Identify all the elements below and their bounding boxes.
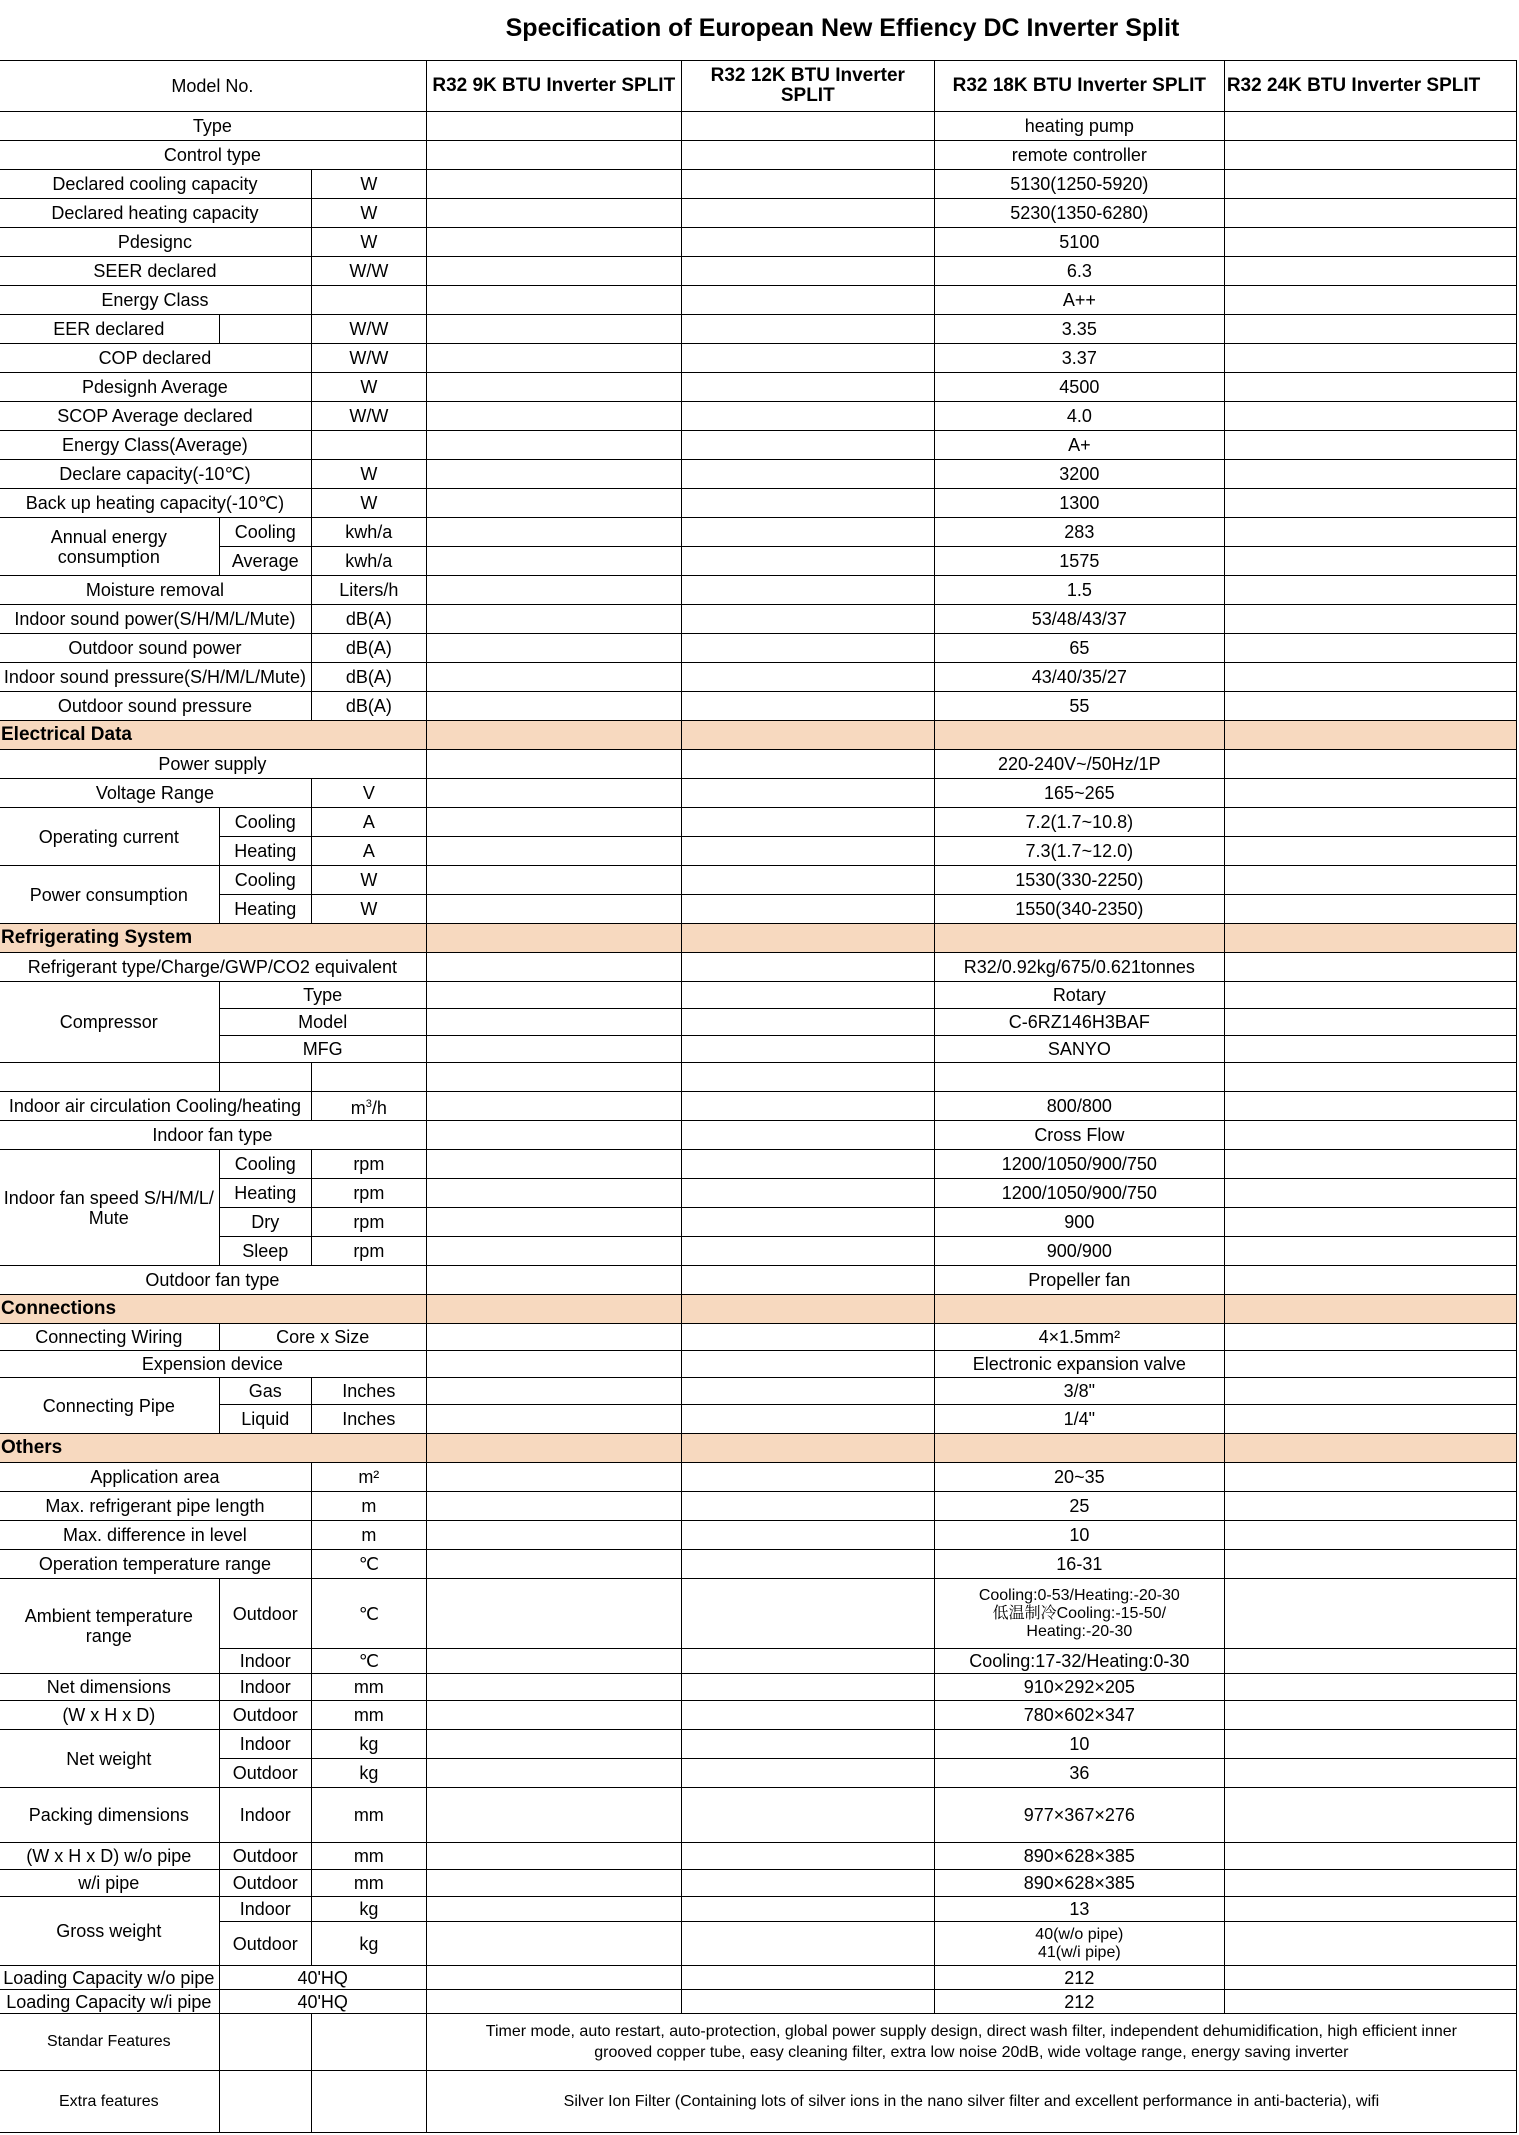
row-label: Loading Capacity w/i pipe bbox=[0, 1990, 219, 2014]
row-sublabel: Dry bbox=[219, 1208, 311, 1237]
table-row bbox=[0, 1579, 1517, 1649]
row-unit: kg bbox=[311, 1730, 426, 1759]
section-row bbox=[0, 1434, 1517, 1463]
row-unit: W bbox=[311, 895, 426, 924]
row-value: 53/48/43/37 bbox=[934, 605, 1224, 634]
row-unit: mm bbox=[311, 1701, 426, 1730]
row-value: 283 bbox=[934, 518, 1224, 547]
row-label: Operating current bbox=[0, 808, 219, 866]
row-unit: Liters/h bbox=[311, 576, 426, 605]
table-row bbox=[0, 895, 1517, 924]
row-sublabel: Outdoor bbox=[219, 1922, 311, 1966]
row-sublabel: Cooling bbox=[219, 1150, 311, 1179]
row-label: Standar Features bbox=[0, 2014, 219, 2071]
row-value: 890×628×385 bbox=[934, 1843, 1224, 1870]
row-value: 977×367×276 bbox=[934, 1788, 1224, 1843]
row-label: Loading Capacity w/o pipe bbox=[0, 1966, 219, 1990]
row-label: Ambient temperature range bbox=[0, 1579, 219, 1674]
row-sublabel: Heating bbox=[219, 1179, 311, 1208]
row-unit: mm bbox=[311, 1870, 426, 1897]
row-label: Annual energy consumption bbox=[0, 518, 219, 576]
row-value: 10 bbox=[934, 1730, 1224, 1759]
row-value: 6.3 bbox=[934, 257, 1224, 286]
row-unit: 40'HQ bbox=[219, 1966, 426, 1990]
row-sublabel: Sleep bbox=[219, 1237, 311, 1266]
table-row bbox=[0, 750, 1517, 779]
row-label: Max. difference in level bbox=[0, 1521, 311, 1550]
table-row bbox=[0, 1179, 1517, 1208]
page-title: Specification of European New Effiency DC Inverter Split bbox=[505, 14, 1180, 42]
row-label: Packing dimensions bbox=[0, 1788, 219, 1843]
row-value: 16-31 bbox=[934, 1550, 1224, 1579]
row-sublabel: Heating bbox=[219, 895, 311, 924]
row-unit: kg bbox=[311, 1897, 426, 1922]
row-value: Electronic expansion valve bbox=[934, 1351, 1224, 1378]
table-row bbox=[0, 170, 1517, 199]
row-unit: m² bbox=[311, 1463, 426, 1492]
section-title: Connections bbox=[0, 1295, 426, 1324]
row-value: 1/4" bbox=[934, 1405, 1224, 1434]
table-row bbox=[0, 1701, 1517, 1730]
row-unit: rpm bbox=[311, 1208, 426, 1237]
row-value: 1550(340-2350) bbox=[934, 895, 1224, 924]
row-sublabel: Indoor bbox=[219, 1674, 311, 1701]
table-row bbox=[0, 1922, 1517, 1966]
row-value: 3/8" bbox=[934, 1378, 1224, 1405]
row-label: Net weight bbox=[0, 1730, 219, 1788]
table-row bbox=[0, 373, 1517, 402]
row-value: 25 bbox=[934, 1492, 1224, 1521]
row-label: Max. refrigerant pipe length bbox=[0, 1492, 311, 1521]
row-sublabel: Cooling bbox=[219, 518, 311, 547]
row-label: Outdoor fan type bbox=[0, 1266, 426, 1295]
row-value: 13 bbox=[934, 1897, 1224, 1922]
row-value: 7.2(1.7~10.8) bbox=[934, 808, 1224, 837]
table-row bbox=[0, 1150, 1517, 1179]
row-value: 3.37 bbox=[934, 344, 1224, 373]
row-value: 55 bbox=[934, 692, 1224, 721]
row-value: 800/800 bbox=[934, 1092, 1224, 1121]
row-label: Indoor sound power(S/H/M/L/Mute) bbox=[0, 605, 311, 634]
section-title: Others bbox=[0, 1434, 426, 1463]
table-row bbox=[0, 1463, 1517, 1492]
table-row bbox=[0, 1121, 1517, 1150]
row-unit: mm bbox=[311, 1674, 426, 1701]
row-value: 65 bbox=[934, 634, 1224, 663]
row-sublabel: Indoor bbox=[219, 1730, 311, 1759]
table-row bbox=[0, 1405, 1517, 1434]
row-label: COP declared bbox=[0, 344, 311, 373]
table-row bbox=[0, 866, 1517, 895]
model-12k: R32 12K BTU Inverter SPLIT bbox=[681, 61, 934, 112]
row-label: Indoor sound pressure(S/H/M/L/Mute) bbox=[0, 663, 311, 692]
row-value: 43/40/35/27 bbox=[934, 663, 1224, 692]
row-value: 900 bbox=[934, 1208, 1224, 1237]
table-row bbox=[0, 1759, 1517, 1788]
table-row bbox=[0, 1237, 1517, 1266]
row-sublabel: Indoor bbox=[219, 1897, 311, 1922]
table-row bbox=[0, 837, 1517, 866]
row-unit: dB(A) bbox=[311, 692, 426, 721]
row-unit: kg bbox=[311, 1922, 426, 1966]
row-label: Indoor fan type bbox=[0, 1121, 426, 1150]
table-row bbox=[0, 141, 1517, 170]
table-row bbox=[0, 344, 1517, 373]
table-row bbox=[0, 2071, 1517, 2133]
row-unit: mm bbox=[311, 1843, 426, 1870]
row-label: Moisture removal bbox=[0, 576, 311, 605]
row-label: SCOP Average declared bbox=[0, 402, 311, 431]
row-label: Extra features bbox=[0, 2071, 219, 2133]
row-label: Indoor fan speed S/H/M/L/ Mute bbox=[0, 1150, 219, 1266]
table-row bbox=[0, 1036, 1517, 1063]
row-label: Net dimensions bbox=[0, 1674, 219, 1701]
row-value: 3.35 bbox=[934, 315, 1224, 344]
row-sublabel: Cooling bbox=[219, 866, 311, 895]
row-unit: mm bbox=[311, 1788, 426, 1843]
row-value: 10 bbox=[934, 1521, 1224, 1550]
table-row bbox=[0, 663, 1517, 692]
row-value: 212 bbox=[934, 1990, 1224, 2014]
row-value: 4×1.5mm² bbox=[934, 1324, 1224, 1351]
blank-row bbox=[0, 1063, 1517, 1092]
row-value: Rotary bbox=[934, 982, 1224, 1009]
table-row bbox=[0, 199, 1517, 228]
row-unit: W bbox=[311, 199, 426, 228]
row-unit: m bbox=[311, 1492, 426, 1521]
row-value: 7.3(1.7~12.0) bbox=[934, 837, 1224, 866]
row-unit: 40'HQ bbox=[219, 1990, 426, 2014]
row-value: 40(w/o pipe) 41(w/i pipe) bbox=[934, 1922, 1224, 1966]
row-label: Gross weight bbox=[0, 1897, 219, 1966]
row-unit: Inches bbox=[311, 1405, 426, 1434]
row-value: 3200 bbox=[934, 460, 1224, 489]
row-label: Refrigerant type/Charge/GWP/CO2 equivalent bbox=[0, 953, 426, 982]
table-row bbox=[0, 808, 1517, 837]
table-row bbox=[0, 1730, 1517, 1759]
table-row bbox=[0, 1208, 1517, 1237]
table-row bbox=[0, 576, 1517, 605]
row-value: 4500 bbox=[934, 373, 1224, 402]
row-unit: kg bbox=[311, 1759, 426, 1788]
table-row bbox=[0, 1351, 1517, 1378]
row-sublabel: Liquid bbox=[219, 1405, 311, 1434]
row-label: Expension device bbox=[0, 1351, 426, 1378]
row-value: remote controller bbox=[934, 141, 1224, 170]
features-text: Silver Ion Filter (Containing lots of silver ions in the nano silver filter and excellent performance in anti-bacteria), wifi bbox=[426, 2071, 1516, 2133]
row-unit: dB(A) bbox=[311, 663, 426, 692]
row-value: SANYO bbox=[934, 1036, 1224, 1063]
row-label: Indoor air circulation Cooling/heating bbox=[0, 1092, 311, 1121]
row-unit: Inches bbox=[311, 1378, 426, 1405]
row-unit: rpm bbox=[311, 1237, 426, 1266]
row-label: Connecting Wiring bbox=[0, 1324, 219, 1351]
features-text: Timer mode, auto restart, auto-protection, global power supply design, direct wash filter, independent dehumidification, high efficient inner grooved copper tube, easy cleaning filter, extra low noise 20dB, wide voltage range, energy saving inverter bbox=[426, 2014, 1516, 2071]
row-unit: W/W bbox=[311, 402, 426, 431]
row-unit: W/W bbox=[311, 315, 426, 344]
table-row bbox=[0, 1966, 1517, 1990]
table-row bbox=[0, 1521, 1517, 1550]
section-row bbox=[0, 721, 1517, 750]
row-label: SEER declared bbox=[0, 257, 311, 286]
table-row bbox=[0, 1492, 1517, 1521]
row-label: Compressor bbox=[0, 982, 219, 1063]
table-row bbox=[0, 1324, 1517, 1351]
table-row bbox=[0, 1674, 1517, 1701]
row-label: Pdesignc bbox=[0, 228, 311, 257]
row-unit: rpm bbox=[311, 1150, 426, 1179]
row-value: heating pump bbox=[934, 112, 1224, 141]
row-value: 20~35 bbox=[934, 1463, 1224, 1492]
row-value: 220-240V~/50Hz/1P bbox=[934, 750, 1224, 779]
row-label: (W x H x D) bbox=[0, 1701, 219, 1730]
row-unit: $m^3/h$ bbox=[311, 1092, 426, 1121]
row-value: 1.5 bbox=[934, 576, 1224, 605]
section-row bbox=[0, 1295, 1517, 1324]
row-value: 4.0 bbox=[934, 402, 1224, 431]
row-label: Declared cooling capacity bbox=[0, 170, 311, 199]
table-row bbox=[0, 982, 1517, 1009]
header-row bbox=[0, 61, 1517, 112]
row-sublabel: Indoor bbox=[219, 1788, 311, 1843]
row-unit: V bbox=[311, 779, 426, 808]
row-value: 5130(1250-5920) bbox=[934, 170, 1224, 199]
table-row bbox=[0, 1092, 1517, 1121]
row-value: 212 bbox=[934, 1966, 1224, 1990]
row-label: Energy Class(Average) bbox=[0, 431, 311, 460]
spec-table bbox=[0, 60, 1517, 2133]
row-unit: rpm bbox=[311, 1179, 426, 1208]
row-label: w/i pipe bbox=[0, 1870, 219, 1897]
row-value: 5230(1350-6280) bbox=[934, 199, 1224, 228]
table-row bbox=[0, 402, 1517, 431]
row-value: 36 bbox=[934, 1759, 1224, 1788]
table-row bbox=[0, 1550, 1517, 1579]
table-row bbox=[0, 1870, 1517, 1897]
row-value: A+ bbox=[934, 431, 1224, 460]
row-label: Type bbox=[0, 112, 426, 141]
row-value: A++ bbox=[934, 286, 1224, 315]
table-row bbox=[0, 431, 1517, 460]
table-row bbox=[0, 1266, 1517, 1295]
row-unit: ℃ bbox=[311, 1550, 426, 1579]
row-unit: W bbox=[311, 460, 426, 489]
row-unit: dB(A) bbox=[311, 605, 426, 634]
table-row bbox=[0, 1649, 1517, 1674]
table-row bbox=[0, 460, 1517, 489]
row-sublabel: Outdoor bbox=[219, 1701, 311, 1730]
row-sublabel: Cooling bbox=[219, 808, 311, 837]
row-label: Application area bbox=[0, 1463, 311, 1492]
row-label: Operation temperature range bbox=[0, 1550, 311, 1579]
row-value: 1530(330-2250) bbox=[934, 866, 1224, 895]
section-row bbox=[0, 924, 1517, 953]
model-24k: R32 24K BTU Inverter SPLIT bbox=[1224, 61, 1516, 112]
row-unit: W bbox=[311, 228, 426, 257]
row-unit: m bbox=[311, 1521, 426, 1550]
table-row bbox=[0, 953, 1517, 982]
table-row bbox=[0, 605, 1517, 634]
row-unit: kwh/a bbox=[311, 518, 426, 547]
row-unit: W bbox=[311, 866, 426, 895]
row-sublabel: Type bbox=[219, 982, 426, 1009]
row-sublabel: Indoor bbox=[219, 1649, 311, 1674]
row-sublabel: Heating bbox=[219, 837, 311, 866]
row-value: 900/900 bbox=[934, 1237, 1224, 1266]
row-label: (W x H x D) w/o pipe bbox=[0, 1843, 219, 1870]
row-value: 1300 bbox=[934, 489, 1224, 518]
row-label: Declare capacity(-10℃) bbox=[0, 460, 311, 489]
row-sublabel: Outdoor bbox=[219, 1870, 311, 1897]
row-label: Voltage Range bbox=[0, 779, 311, 808]
table-row bbox=[0, 692, 1517, 721]
table-row bbox=[0, 1897, 1517, 1922]
row-unit: W bbox=[311, 170, 426, 199]
row-value: Propeller fan bbox=[934, 1266, 1224, 1295]
model-9k: R32 9K BTU Inverter SPLIT bbox=[426, 61, 681, 112]
table-row bbox=[0, 112, 1517, 141]
row-label: Connecting Pipe bbox=[0, 1378, 219, 1434]
section-title: Electrical Data bbox=[0, 721, 426, 750]
row-value: C-6RZ146H3BAF bbox=[934, 1009, 1224, 1036]
row-sublabel: Outdoor bbox=[219, 1579, 311, 1649]
row-unit: A bbox=[311, 808, 426, 837]
row-value: 780×602×347 bbox=[934, 1701, 1224, 1730]
row-label: Declared heating capacity bbox=[0, 199, 311, 228]
row-value: Cooling:0-53/Heating:-20-30 低温制冷Cooling:-15-50/ Heating:-20-30 bbox=[934, 1579, 1224, 1649]
row-label: EER declared bbox=[0, 315, 219, 344]
row-unit: A bbox=[311, 837, 426, 866]
table-row bbox=[0, 228, 1517, 257]
row-label: Energy Class bbox=[0, 286, 311, 315]
table-row bbox=[0, 1788, 1517, 1843]
row-label: Power supply bbox=[0, 750, 426, 779]
row-sublabel: Model bbox=[219, 1009, 426, 1036]
row-label: Outdoor sound pressure bbox=[0, 692, 311, 721]
table-row bbox=[0, 315, 1517, 344]
row-unit: W/W bbox=[311, 344, 426, 373]
row-value: Cross Flow bbox=[934, 1121, 1224, 1150]
row-unit: W bbox=[311, 489, 426, 518]
table-row bbox=[0, 1009, 1517, 1036]
row-value: 165~265 bbox=[934, 779, 1224, 808]
row-value: 890×628×385 bbox=[934, 1870, 1224, 1897]
row-unit: kwh/a bbox=[311, 547, 426, 576]
row-label: Power consumption bbox=[0, 866, 219, 924]
row-value: 1200/1050/900/750 bbox=[934, 1150, 1224, 1179]
row-unit: ℃ bbox=[311, 1579, 426, 1649]
table-row bbox=[0, 1990, 1517, 2014]
row-label: Outdoor sound power bbox=[0, 634, 311, 663]
model-label: Model No. bbox=[0, 61, 426, 112]
row-sublabel: Core x Size bbox=[219, 1324, 426, 1351]
row-value: Cooling:17-32/Heating:0-30 bbox=[934, 1649, 1224, 1674]
row-unit: W/W bbox=[311, 257, 426, 286]
row-sublabel: Average bbox=[219, 547, 311, 576]
table-row bbox=[0, 2014, 1517, 2071]
row-label: Pdesignh Average bbox=[0, 373, 311, 402]
table-row bbox=[0, 489, 1517, 518]
row-sublabel: Outdoor bbox=[219, 1843, 311, 1870]
table-row bbox=[0, 1378, 1517, 1405]
model-18k: R32 18K BTU Inverter SPLIT bbox=[934, 61, 1224, 112]
table-row bbox=[0, 286, 1517, 315]
table-row bbox=[0, 257, 1517, 286]
row-value: 1200/1050/900/750 bbox=[934, 1179, 1224, 1208]
row-sublabel: Gas bbox=[219, 1378, 311, 1405]
row-value: 1575 bbox=[934, 547, 1224, 576]
section-title: Refrigerating System bbox=[0, 924, 426, 953]
table-row bbox=[0, 634, 1517, 663]
row-sublabel: MFG bbox=[219, 1036, 426, 1063]
row-sublabel: Outdoor bbox=[219, 1759, 311, 1788]
row-label: Back up heating capacity(-10℃) bbox=[0, 489, 311, 518]
table-row bbox=[0, 779, 1517, 808]
row-unit: W bbox=[311, 373, 426, 402]
row-label: Control type bbox=[0, 141, 426, 170]
row-value: R32/0.92kg/675/0.621tonnes bbox=[934, 953, 1224, 982]
row-unit: dB(A) bbox=[311, 634, 426, 663]
row-value: 910×292×205 bbox=[934, 1674, 1224, 1701]
table-row bbox=[0, 518, 1517, 547]
row-unit: ℃ bbox=[311, 1649, 426, 1674]
table-row bbox=[0, 547, 1517, 576]
row-value: 5100 bbox=[934, 228, 1224, 257]
table-row bbox=[0, 1843, 1517, 1870]
